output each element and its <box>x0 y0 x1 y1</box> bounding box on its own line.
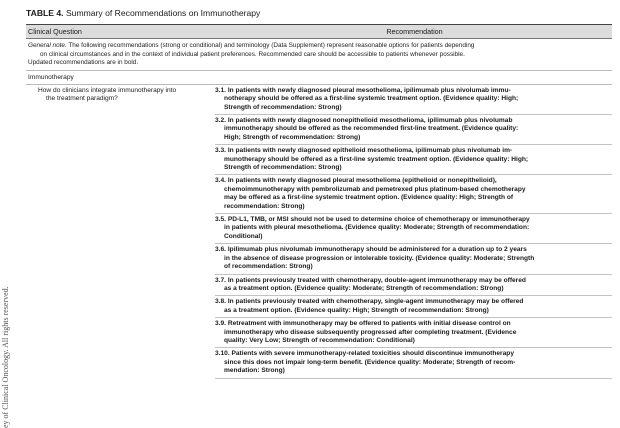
table-header-row <box>26 24 612 39</box>
recommendation-line: recommendation: Strong) <box>224 202 305 210</box>
recommendation-line: immunotherapy who disease subsequently progressed after completing treatment. (Evidence <box>224 328 517 336</box>
table-body <box>26 85 612 379</box>
general-note <box>26 39 612 71</box>
recommendation-line: Strength of recommendation: Strong) <box>224 103 342 111</box>
side-copyright-note <box>0 258 12 428</box>
recommendation-item <box>215 244 612 274</box>
recommendation-line: Strength of recommendation: Strong) <box>224 164 342 172</box>
side-copyright-text: ey of Clinical Oncology. All rights reserved. <box>1 286 10 428</box>
recommendation-line: of recommendation: Strong) <box>224 263 313 271</box>
clinical-question-cell <box>26 85 215 379</box>
recommendation-line: chemoimmunotherapy with pembrolizumab and pemetrexed plus platinum-based chemotherapy <box>224 185 526 193</box>
recommendation-list <box>215 85 612 379</box>
recommendation-item <box>215 296 612 318</box>
recommendation-item <box>215 275 612 297</box>
general-note-line-3: Updated recommendations are in bold. <box>28 59 139 67</box>
recommendation-line: 3.5. PD-L1, TMB, or MSI should not be used to determine choice of chemotherapy or immunotherapy <box>215 216 530 224</box>
recommendation-item <box>215 175 612 214</box>
recommendation-line: in patients with pleural mesothelioma. (Evidence quality: Moderate; Strength of recommendation: <box>224 224 530 232</box>
general-note-label: General note. <box>28 42 67 49</box>
recommendation-item <box>215 145 612 175</box>
recommendation-line: 3.7. In patients previously treated with chemotherapy, double-agent immunotherapy may be offered <box>215 276 526 284</box>
recommendation-line: as a treatment option. (Evidence quality: Moderate; Strength of recommendation: Strong) <box>224 284 504 292</box>
recommendation-line: may be offered as a first-line systemic treatment option. (Evidence quality: High; Strength of <box>224 194 514 202</box>
recommendation-line: 3.10. Patients with severe immunotherapy-related toxicities should discontinue immunotherapy <box>215 350 514 358</box>
recommendation-line: 3.8. In patients previously treated with chemotherapy, single-agent immunotherapy may be offered <box>215 298 524 306</box>
general-note-text-1: The following recommendations (strong or conditional) and terminology (Data Supplement) represent reasonable options for patients depending <box>66 42 475 49</box>
column-header-recommendation: Recommendation <box>386 27 443 36</box>
recommendation-item <box>215 115 612 145</box>
recommendation-item <box>215 214 612 244</box>
recommendation-item <box>215 85 612 115</box>
recommendations-table <box>26 8 612 379</box>
recommendation-line: High; Strength of recommendation: Strong) <box>224 133 361 141</box>
recommendation-line: munotherapy should be offered as a first-line systemic treatment option. (Evidence quality: High; <box>224 155 529 163</box>
recommendation-line: notherapy should be offered as a first-line systemic treatment option. (Evidence quality: High; <box>224 95 519 103</box>
recommendation-line: immunotherapy should be offered as the recommended first-line treatment. (Evidence quality: <box>224 125 519 133</box>
column-header-question: Clinical Question <box>28 27 82 36</box>
section-heading: Immunotherapy <box>26 71 612 85</box>
clinical-question-line-1: How do clinicians integrate immunotherapy into <box>38 86 177 94</box>
recommendation-line: 3.3. In patients with newly diagnosed epithelioid mesothelioma, ipilimumab plus nivolumab im- <box>215 147 513 155</box>
table-title <box>26 8 612 18</box>
recommendation-line: mendation: Strong) <box>224 367 285 375</box>
recommendation-line: 3.9. Retreatment with immunotherapy may be offered to patients with initial disease control on <box>215 320 511 328</box>
table-title-text: Summary of Recommendations on Immunotherapy <box>65 8 261 18</box>
general-note-line-2: on clinical circumstances and in the context of individual patient preferences. Recommended care should be accessible to patients whenever possible. <box>40 50 465 58</box>
table-label: TABLE 4. <box>26 8 64 18</box>
recommendation-line: 3.4. In patients with newly diagnosed pleural mesothelioma (epithelioid or nonepithelioid), <box>215 177 497 185</box>
recommendation-line: Conditional) <box>224 232 263 240</box>
recommendation-line: since this does not impair long-term benefit. (Evidence quality: Moderate; Strength of recom- <box>224 358 516 366</box>
recommendation-item <box>215 318 612 348</box>
recommendation-line: quality: Very Low; Strength of recommendation: Conditional) <box>224 336 415 344</box>
recommendation-line: in the absence of disease progression or intolerable toxicity. (Evidence quality: Moderate; Strength <box>224 254 535 262</box>
clinical-question-line-2: the treatment paradigm? <box>46 95 118 103</box>
recommendation-line: 3.1. In patients with newly diagnosed pleural mesothelioma, ipilimumab plus nivolumab immu- <box>215 86 511 94</box>
recommendation-line: 3.6. Ipilimumab plus nivolumab immunotherapy should be administered for a duration up to 2 years <box>215 246 527 254</box>
recommendation-line: as a treatment option. (Evidence quality: High; Strength of recommendation: Strong) <box>224 306 489 314</box>
recommendation-line: 3.2. In patients with newly diagnosed nonepithelioid mesothelioma, ipilimumab plus nivolumab <box>215 117 513 124</box>
recommendation-item <box>215 348 612 378</box>
general-note-line-1 <box>28 42 610 51</box>
